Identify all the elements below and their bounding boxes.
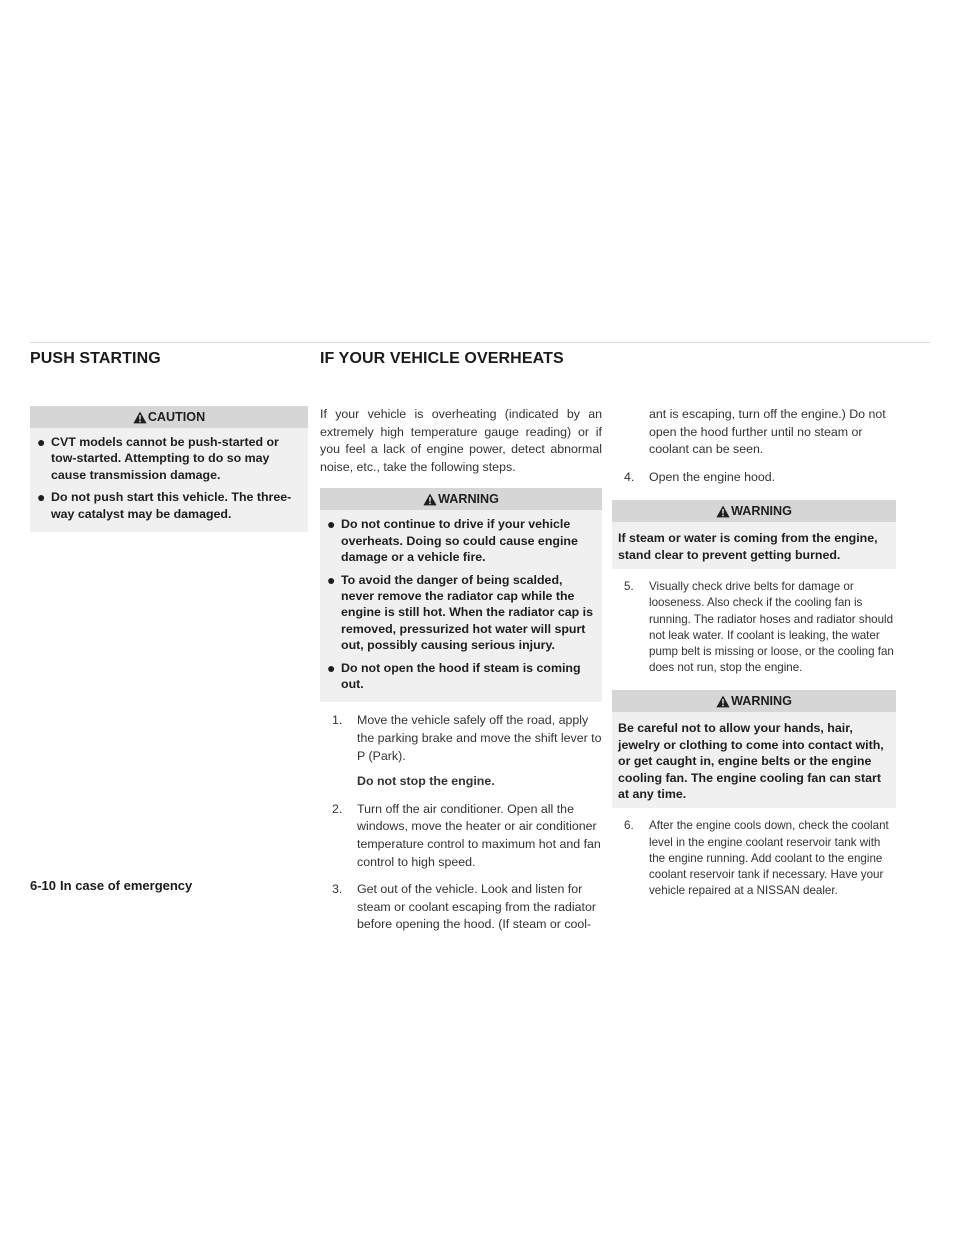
warning-item: ● Do not open the hood if steam is coming out. — [327, 659, 581, 692]
warning-heading: WARNING — [438, 492, 499, 507]
warning-box-1 — [320, 488, 602, 702]
caution-heading: CAUTION — [147, 410, 206, 424]
bullet-icon: ● — [327, 571, 336, 588]
warning-body: If steam or water is coming from the engine, stand clear to prevent getting burned. — [618, 531, 878, 562]
step-6: 6. After the engine cools down, check the coolant level in the engine coolant reservoir tank with the engine running. Add coolant to the engine coolant reservoir tank if necessary. Have your vehicle repaired at a NISSAN dealer. — [624, 819, 889, 898]
chapter-title: In case of emergency — [60, 878, 193, 893]
page-footer — [30, 878, 192, 893]
bullet-icon: ● — [327, 516, 336, 533]
step-3: 3. Get out of the vehicle. Look and listen for steam or coolant escaping from the radiator before opening the hood. (If steam or cool- — [332, 882, 596, 932]
step-3-continued: ant is escaping, turn off the engine.) Do not open the hood further until no steam or coolant can be seen. — [649, 407, 886, 457]
warning-box-2 — [612, 500, 896, 569]
warning-item: ● To avoid the danger of being scalded, never remove the radiator cap while the engine is still hot. When the radiator cap is removed, pressurized hot water will spurt out, possibly causing serious injury. — [327, 571, 593, 653]
warning-item: ● Do not continue to drive if your vehicle overheats. Doing so could cause engine damage or a vehicle fire. — [327, 516, 578, 565]
column-push-starting — [30, 406, 308, 542]
warning-header — [612, 690, 896, 712]
caution-body — [30, 428, 308, 532]
warning-body — [320, 510, 602, 702]
section-title-overheats: IF YOUR VEHICLE OVERHEATS — [320, 350, 564, 367]
column-overheats-1 — [320, 406, 602, 944]
step-4: 4. Open the engine hood. — [624, 469, 776, 484]
page-number: 6-10 — [30, 878, 57, 893]
bullet-icon: ● — [327, 659, 336, 676]
warning-body: Be careful not to allow your hands, hair, jewelry or clothing to come into contact with, or get caught in, engine belts or the engine cooling fan. The engine cooling fan can start at any time. — [618, 721, 884, 802]
warning-triangle-icon — [716, 695, 730, 708]
overheat-intro: If your vehicle is overheating (indicated by an extremely high temperature gauge reading) or if you feel a lack of engine power, detect abnormal noise, etc., take the following steps. — [320, 407, 602, 474]
step-5: 5. Visually check drive belts for damage or looseness. Also check if the cooling fan is running. The radiator hoses and radiator should not leak water. If coolant is leaking, the water pump belt is missing or loose, or the cooling fan does not run, stop the engine. — [624, 580, 894, 675]
caution-header — [30, 406, 308, 428]
bullet-icon: ● — [37, 434, 46, 450]
step-1: 1. Move the vehicle safely off the road, apply the parking brake and move the shift lever to P (Park). Do not stop the engine. — [320, 712, 602, 790]
warning-header — [320, 488, 602, 510]
warning-heading: WARNING — [731, 504, 792, 519]
caution-item: ● CVT models cannot be push-started or tow-started. Attempting to do so may cause transmission damage. — [37, 434, 279, 482]
step-2: 2. Turn off the air conditioner. Open all the windows, move the heater or air conditioner temperature control to maximum hot and fan control to high speed. — [332, 801, 601, 869]
caution-item: ● Do not push start this vehicle. The three-way catalyst may be damaged. — [37, 489, 292, 521]
warning-triangle-icon — [423, 493, 437, 506]
caution-box — [30, 406, 308, 532]
warning-box-3 — [612, 690, 896, 808]
column-overheats-2 — [612, 406, 896, 909]
step-1-note: Do not stop the engine. — [357, 774, 495, 789]
warning-heading: WARNING — [731, 694, 792, 709]
bullet-icon: ● — [37, 489, 46, 506]
section-title-push-starting: PUSH STARTING — [30, 350, 161, 367]
warning-triangle-icon — [716, 505, 730, 518]
warning-header — [612, 500, 896, 522]
top-divider — [30, 342, 930, 343]
warning-triangle-icon — [133, 411, 147, 424]
